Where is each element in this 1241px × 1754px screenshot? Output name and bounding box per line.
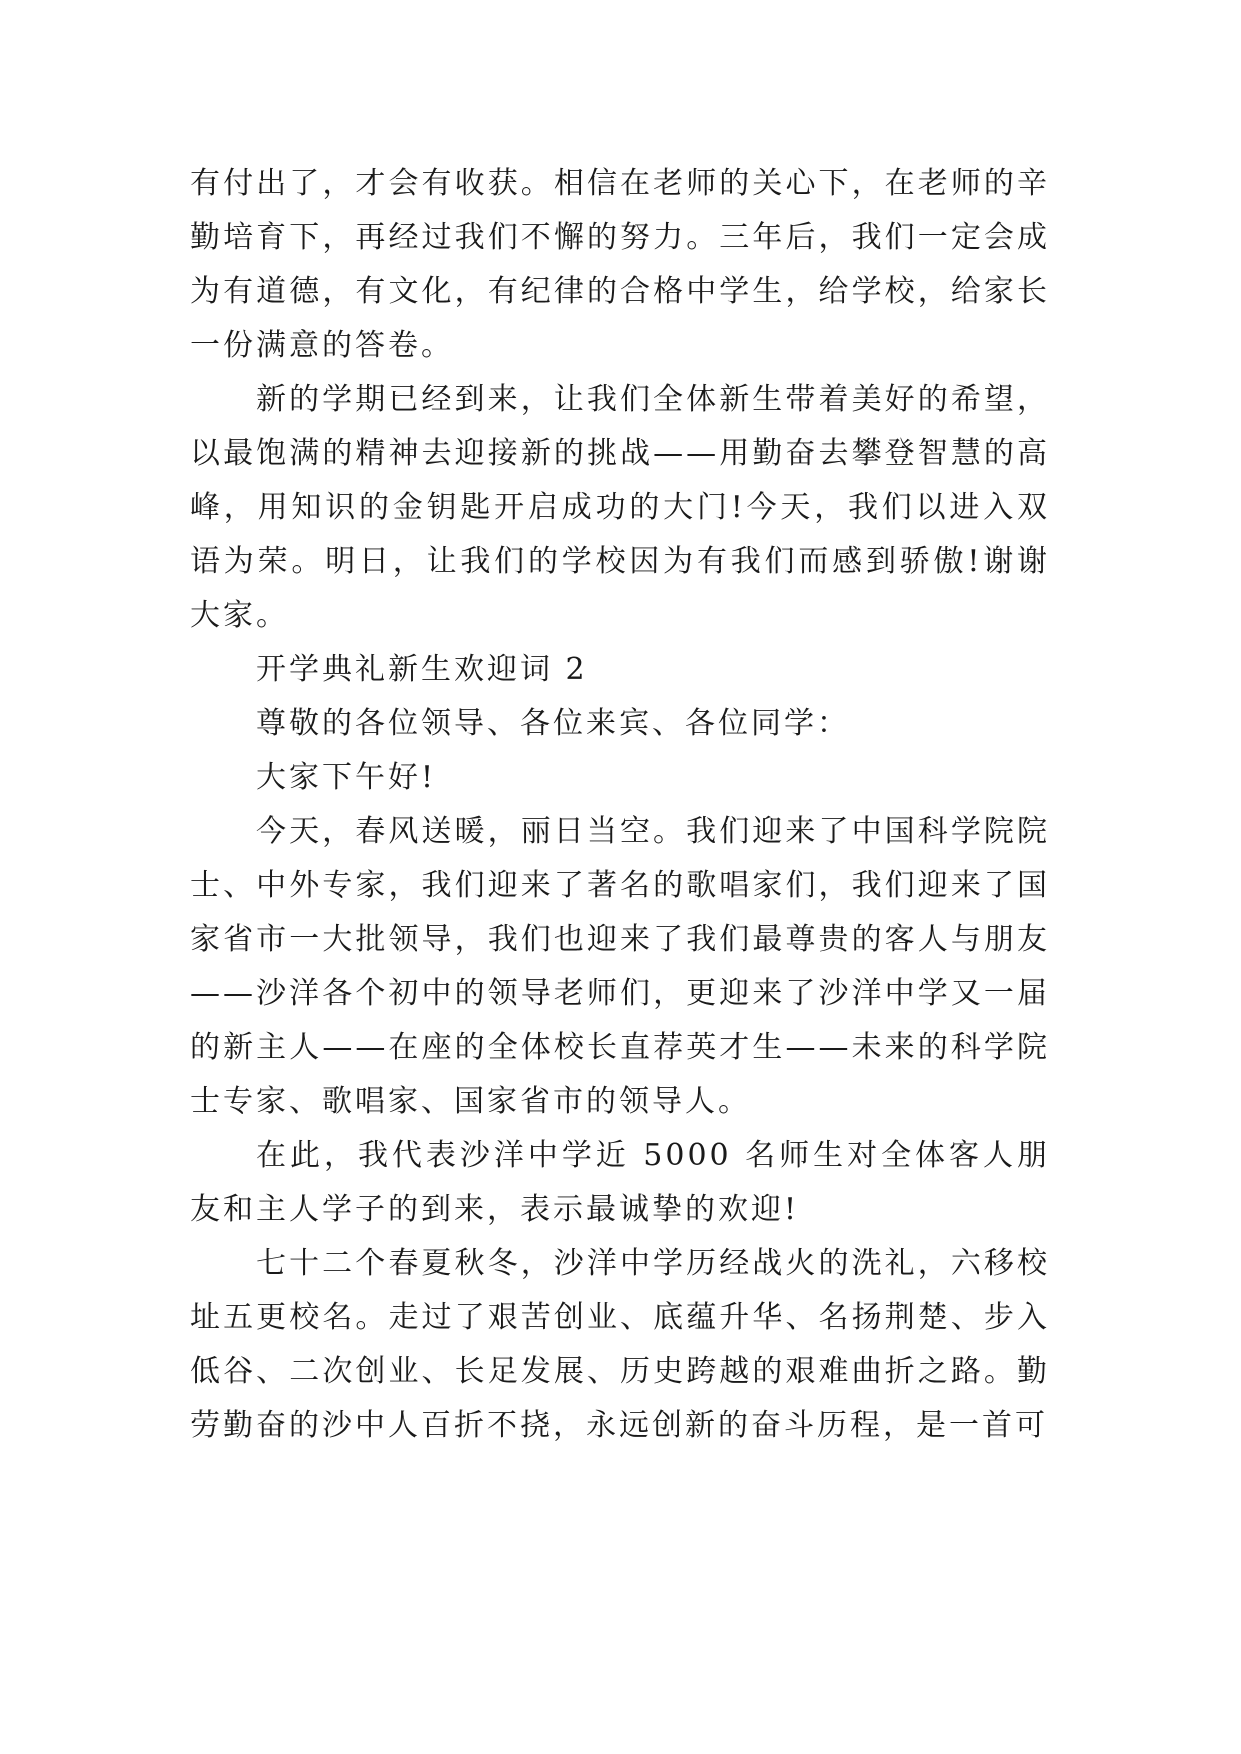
- section-heading: 开学典礼新生欢迎词 2: [256, 652, 588, 687]
- paragraph-6: 今天，春风送暖，丽日当空。我们迎来了中国科学院院士、中外专家，我们迎来了著名的歌唱家们，我们迎来了国家省市一大批领导，我们也迎来了我们最尊贵的客人与朋友——沙洋各个初中的领导老师们，更迎来了沙洋中学又一届的新主人——在座的全体校长直荐英才生——未来的科学院士专家、歌唱家、国家省市的领导人。: [190, 814, 1050, 1119]
- paragraph-1: 有付出了，才会有收获。相信在老师的关心下，在老师的辛勤培育下，再经过我们不懈的努力。三年后，我们一定会成为有道德，有文化，有纪律的合格中学生，给学校，给家长一份满意的答卷。: [190, 166, 1050, 363]
- paragraph-8: 七十二个春夏秋冬，沙洋中学历经战火的洗礼，六移校址五更校名。走过了艰苦创业、底蕴升华、名扬荆楚、步入低谷、二次创业、长足发展、历史跨越的艰难曲折之路。勤劳勤奋的沙中人百折不挠，永远创新的奋斗历程，是一首可: [190, 1246, 1050, 1443]
- paragraph-2: 新的学期已经到来，让我们全体新生带着美好的希望，以最饱满的精神去迎接新的挑战——用勤奋去攀登智慧的高峰，用知识的金钥匙开启成功的大门!今天，我们以进入双语为荣。明日，让我们的学校因为有我们而感到骄傲!谢谢大家。: [190, 382, 1050, 633]
- greeting: 大家下午好!: [256, 760, 437, 795]
- paragraph-7: 在此，我代表沙洋中学近 5000 名师生对全体客人朋友和主人学子的到来，表示最诚挚的欢迎!: [190, 1138, 1050, 1227]
- salutation: 尊敬的各位领导、各位来宾、各位同学：: [256, 706, 850, 741]
- document-body: [190, 157, 1050, 1453]
